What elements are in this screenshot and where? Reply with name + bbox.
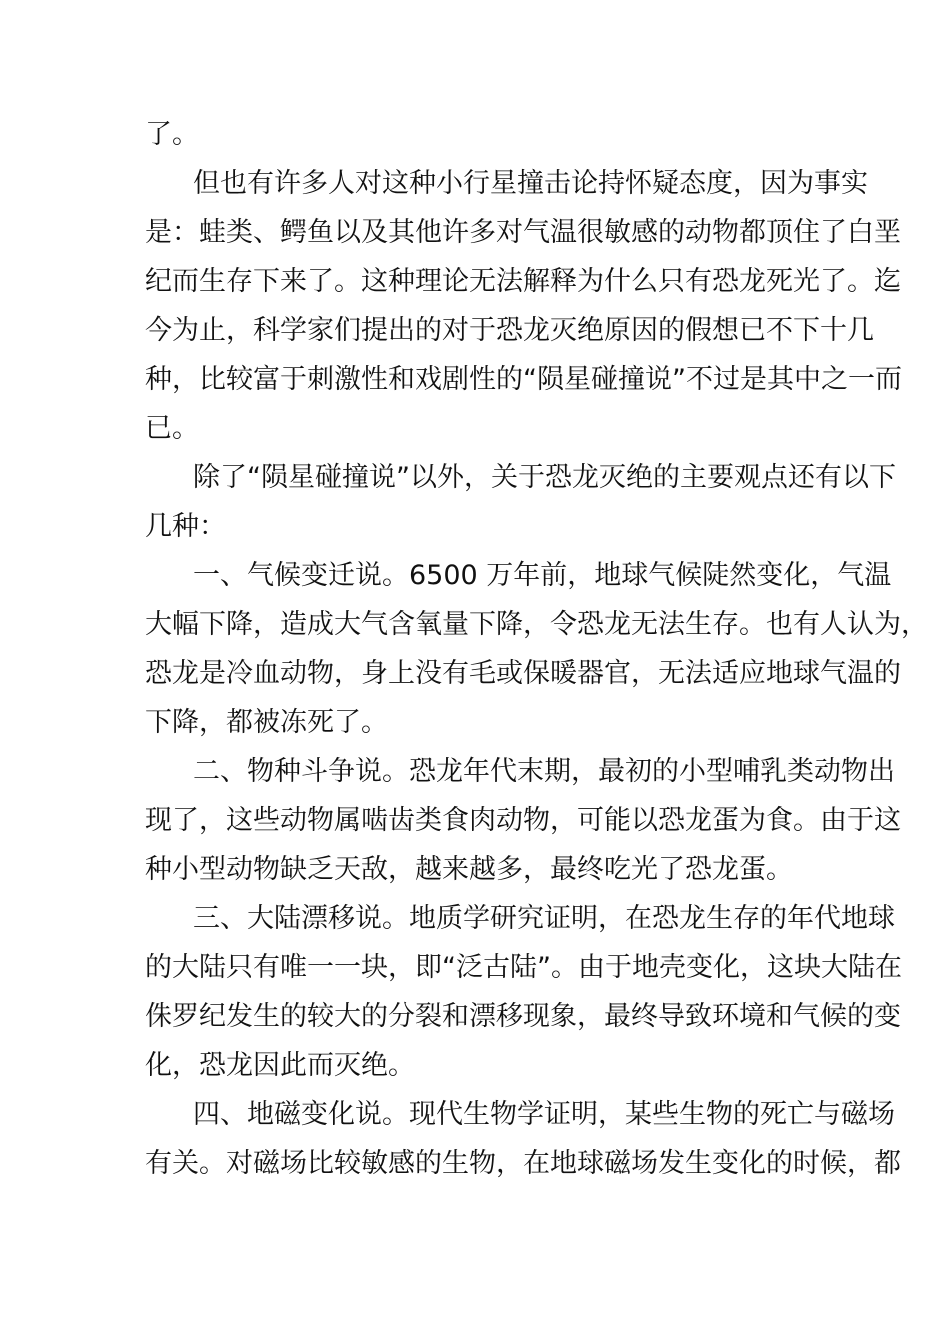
text-line: 几种： <box>145 511 226 542</box>
text-line: 是：蛙类、鳄鱼以及其他许多对气温很敏感的动物都顶住了白垩 <box>145 217 901 248</box>
text-line: 有关。对磁场比较敏感的生物，在地球磁场发生变化的时候，都 <box>145 1148 901 1179</box>
text-line: 纪而生存下来了。这种理论无法解释为什么只有恐龙死光了。迄 <box>145 266 901 297</box>
text-line: 现了，这些动物属啮齿类食肉动物，可能以恐龙蛋为食。由于这 <box>145 805 901 836</box>
paragraph-start-line: 一、气候变迁说。6500 万年前，地球气候陡然变化，气温 <box>193 560 892 591</box>
text-line: 种小型动物缺乏天敌，越来越多，最终吃光了恐龙蛋。 <box>145 854 793 885</box>
paragraph-start-line: 但也有许多人对这种小行星撞击论持怀疑态度，因为事实 <box>193 168 868 199</box>
text-line: 的大陆只有唯一一块，即“泛古陆”。由于地壳变化，这块大陆在 <box>145 952 902 983</box>
paragraph-start-line: 二、物种斗争说。恐龙年代末期，最初的小型哺乳类动物出 <box>193 756 895 787</box>
text-line: 已。 <box>145 413 199 444</box>
text-line: 了。 <box>145 119 199 150</box>
text-line: 今为止，科学家们提出的对于恐龙灭绝原因的假想已不下十几 <box>145 315 874 346</box>
paragraph-start-line: 四、地磁变化说。现代生物学证明，某些生物的死亡与磁场 <box>193 1099 895 1130</box>
text-line: 大幅下降，造成大气含氧量下降，令恐龙无法生存。也有人认为， <box>145 609 928 640</box>
text-line: 种，比较富于刺激性和戏剧性的“陨星碰撞说”不过是其中之一而 <box>145 364 902 395</box>
paragraph-start-line: 除了“陨星碰撞说”以外，关于恐龙灭绝的主要观点还有以下 <box>193 462 896 493</box>
text-line: 下降，都被冻死了。 <box>145 707 388 738</box>
text-line: 恐龙是冷血动物，身上没有毛或保暖器官，无法适应地球气温的 <box>145 658 901 689</box>
text-line: 化，恐龙因此而灭绝。 <box>145 1050 415 1081</box>
paragraph-start-line: 三、大陆漂移说。地质学研究证明，在恐龙生存的年代地球 <box>193 903 895 934</box>
document-body <box>145 110 928 1188</box>
text-line: 侏罗纪发生的较大的分裂和漂移现象，最终导致环境和气候的变 <box>145 1001 901 1032</box>
